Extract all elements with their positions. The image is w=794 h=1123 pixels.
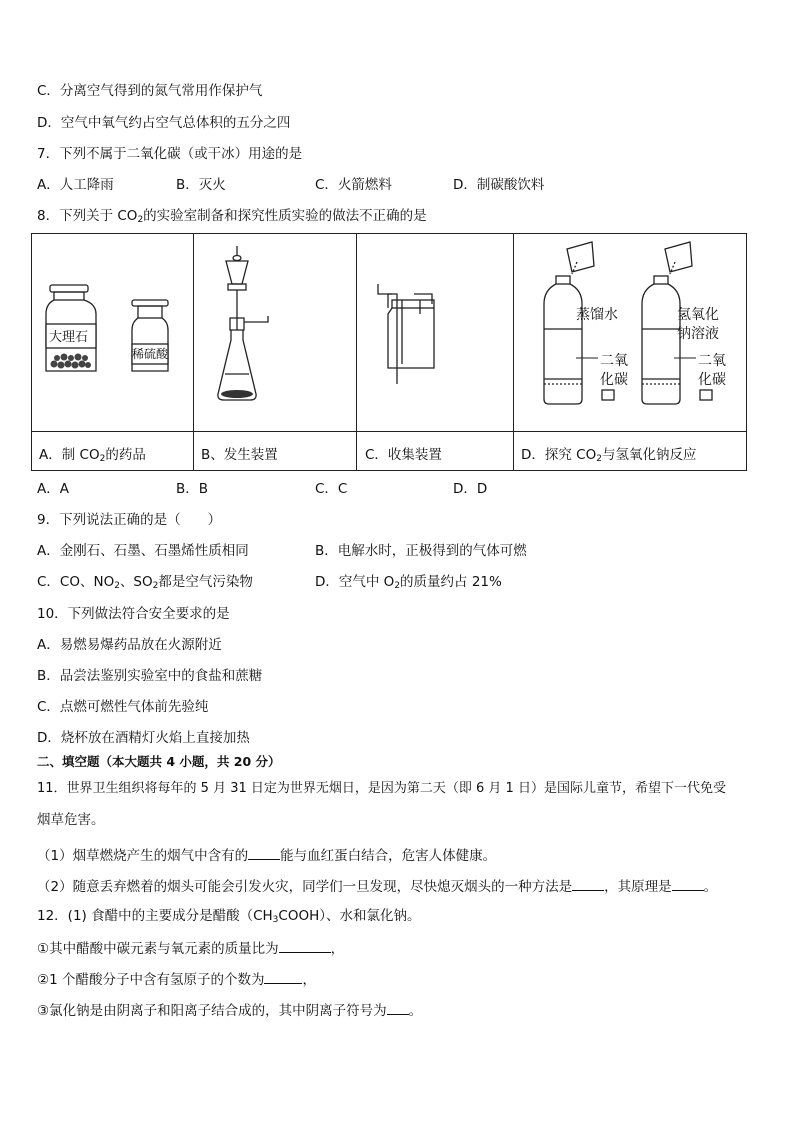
acid-label: 稀硫酸 bbox=[132, 347, 169, 361]
marble-label: 大理石 bbox=[49, 330, 89, 345]
q11-part2: （2）随意丢弃燃着的烟头可能会引发火灾，同学们一旦发现，尽快熄灭烟头的一种方法是 ，其原理是 。 bbox=[37, 876, 717, 896]
q8-option-d: D．D bbox=[453, 481, 488, 497]
q8-option-c: C．C bbox=[315, 481, 348, 497]
q9-option-c: C．CO、$NO_2$、$SO_2$都是空气污染物 bbox=[37, 574, 253, 591]
caption-b: B、发生装置 bbox=[201, 447, 278, 463]
q8-option-b: B．B bbox=[176, 481, 209, 497]
caption-c: C．收集装置 bbox=[365, 447, 442, 463]
q8-figure-table bbox=[31, 233, 747, 471]
q9-option-d: D．空气中 $O_2$的质量约占 21% bbox=[315, 574, 502, 591]
answer-blank[interactable] bbox=[572, 876, 604, 891]
answer-blank[interactable] bbox=[387, 1000, 409, 1015]
section-2-title: 二、填空题（本大题共 4 小题，共 20 分） bbox=[37, 754, 281, 769]
q12-sub3: ③氯化钠是由阴离子和阳离子结合成的，其中阴离子符号为 。 bbox=[37, 1000, 422, 1020]
q12-sub1: ①其中醋酸中碳元素与氧元素的质量比为 ， bbox=[37, 938, 344, 958]
answer-blank[interactable] bbox=[279, 938, 331, 953]
q10-option-b: B．品尝法鉴别实验室中的食盐和蔗糖 bbox=[37, 668, 263, 684]
q9-option-b: B．电解水时，正极得到的气体可燃 bbox=[315, 543, 527, 559]
q12-stem: 12．(1) 食醋中的主要成分是醋酸$(CH_3COOH)$、水和氯化钠。 bbox=[37, 908, 421, 925]
q9-option-a: A．金刚石、石墨、石墨烯性质相同 bbox=[37, 543, 249, 559]
q6-option-c: C．分离空气得到的氮气常用作保护气 bbox=[37, 83, 263, 99]
caption-d: D．探究 $CO_2$与氢氧化钠反应 bbox=[521, 447, 697, 464]
co2-label-left-2: 化碳 bbox=[600, 372, 628, 388]
q7-option-b: B．灭火 bbox=[176, 177, 226, 193]
q7-option-a: A．人工降雨 bbox=[37, 177, 114, 193]
generator-flask-icon bbox=[218, 246, 268, 400]
q8-option-a: A．A bbox=[37, 481, 69, 497]
water-label: 蒸馏水 bbox=[576, 307, 618, 323]
q10-option-a: A．易燃易爆药品放在火源附近 bbox=[37, 637, 222, 653]
q10-option-d: D．烧杯放在酒精灯火焰上直接加热 bbox=[37, 730, 250, 746]
q11-stem-line1: 11．世界卫生组织将每年的 5 月 31 日定为世界无烟日，是因为第二天（即 6 月 1 日）是国际儿童节，希望下一代免受 bbox=[37, 781, 726, 796]
q7-option-c: C．火箭燃料 bbox=[315, 177, 392, 193]
q10-stem: 10．下列做法符合安全要求的是 bbox=[37, 606, 230, 622]
q9-stem: 9．下列说法正确的是（ ） bbox=[37, 512, 222, 528]
co2-label-left-1: 二氧 bbox=[600, 353, 628, 369]
q7-stem: 7．下列不属于二氧化碳（或干冰）用途的是 bbox=[37, 146, 303, 162]
co2-label-right-1: 二氧 bbox=[698, 353, 726, 369]
marble-bottle-icon bbox=[46, 285, 96, 371]
naoh-label-1: 氢氧化 bbox=[677, 307, 719, 323]
q7-option-d: D．制碳酸饮料 bbox=[453, 177, 545, 193]
q8-stem: 8．下列关于 $CO_2$的实验室制备和探究性质实验的做法不正确的是 bbox=[37, 208, 427, 225]
answer-blank[interactable] bbox=[672, 876, 704, 891]
q11-stem-line2: 烟草危害。 bbox=[37, 812, 105, 828]
flask-solid-icon bbox=[221, 390, 253, 398]
naoh-label-2: 钠溶液 bbox=[677, 326, 719, 342]
q12-sub2: ②1 个醋酸分子中含有氢原子的个数为 ， bbox=[37, 969, 316, 989]
q11-part1: （1）烟草燃烧产生的烟气中含有的 能与血红蛋白结合，危害人体健康。 bbox=[37, 845, 496, 865]
q10-option-c: C．点燃可燃性气体前先验纯 bbox=[37, 699, 209, 715]
caption-a: A．制 $CO_2$的药品 bbox=[39, 447, 146, 464]
answer-blank[interactable] bbox=[248, 845, 280, 860]
q6-option-d: D．空气中氧气约占空气总体积的五分之四 bbox=[37, 115, 291, 131]
q8-apparatus-drawings bbox=[32, 234, 748, 431]
co2-label-right-2: 化碳 bbox=[698, 372, 726, 388]
answer-blank[interactable] bbox=[264, 969, 302, 984]
collection-bottle-icon bbox=[378, 284, 434, 384]
